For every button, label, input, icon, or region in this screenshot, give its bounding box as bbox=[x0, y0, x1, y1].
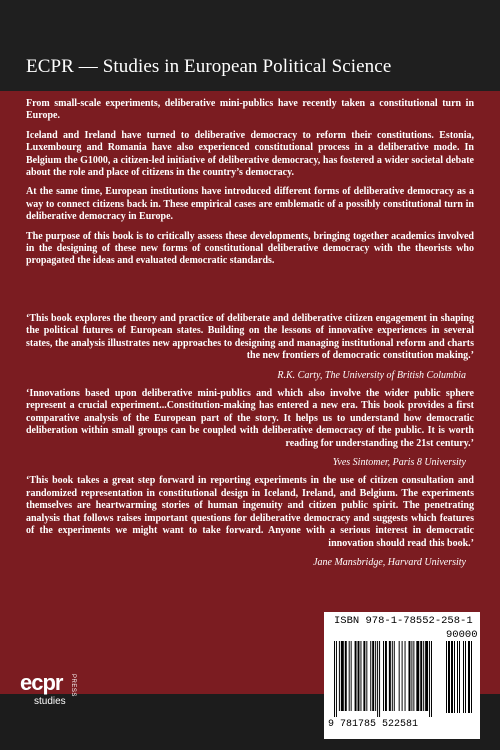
endorsement-text: ‘This book explores the theory and practice of deliberate and deliberative citizen engagement in shaping the political futures of European states. Building on the lessons of innovative experiences in several states, the analysis illustrates new approaches to designing and managing institutional reform and charts the new frontiers of democratic constitution making.’ bbox=[26, 313, 474, 362]
ean-digits: 9 781785 522581 bbox=[328, 719, 419, 730]
endorsement-attribution: Yves Sintomer, Paris 8 University bbox=[332, 457, 466, 469]
top-band bbox=[0, 0, 500, 91]
blurb-paragraph: At the same time, European institutions have introduced different forms of deliberative democracy as a way to connect citizens back in. These empirical cases are emblematic of a possibly constitutional turn in deliberative democracy in Europe. bbox=[26, 186, 474, 223]
blurb-paragraph: From small-scale experiments, deliberative mini-publics have recently taken a constitutional turn in Europe. bbox=[26, 98, 474, 122]
publisher-logo bbox=[20, 670, 82, 722]
endorsement-text: ‘This book takes a great step forward in reporting experiments in the use of citizen consultation and randomized representation in constitutional design in Iceland, Ireland, and Belgium. The experiments themselves are heartwarming stories of human ingenuity and citizen public spirit. The penetrating analysis that follows raises important questions for deliberative democracy and suggests which features of the experiments we might want to take forward. Anyone with a serious interest in democratic innovation should read this book.’ bbox=[26, 475, 474, 549]
endorsement-attribution: Jane Mansbridge, Harvard University bbox=[313, 556, 466, 568]
logo-sub-label: studies bbox=[34, 696, 66, 707]
book-blurb bbox=[26, 98, 474, 275]
endorsement bbox=[26, 475, 474, 569]
endorsement-text: ‘Innovations based upon deliberative mini-publics and which also involve the wider public sphere represent a crucial experiment...Constitution-making has entered a new era. This book provides a first comparative analysis of the European part of the story. It helps us to understand how democratic deliberation within small groups can be coupled with deliberative democracy of the public. It is worth reading for understanding the 21st century.’ bbox=[26, 388, 474, 449]
price-code: 90000 bbox=[446, 629, 478, 641]
endorsement-attribution: R.K. Carty, The University of British Columbia bbox=[277, 369, 466, 381]
logo-wordmark: ecpr bbox=[20, 670, 63, 695]
isbn-label: ISBN 978-1-78552-258-1 bbox=[334, 615, 473, 627]
series-title: ECPR — Studies in European Political Science bbox=[26, 56, 392, 77]
endorsement bbox=[26, 388, 474, 469]
barcode bbox=[324, 612, 480, 739]
barcode-addon-bars-icon bbox=[446, 641, 476, 715]
blurb-paragraph: Iceland and Ireland have turned to deliberative democracy to reform their constitutions. Estonia, Luxembourg and Romania have also experienced constitutional process in a deliberative mode. In Belgium the G1000, a citizen-led initiative of deliberative democracy, has fostered a wider societal debate about the role and place of citizens in the country’s democracy. bbox=[26, 129, 474, 179]
endorsement bbox=[26, 313, 474, 382]
endorsements bbox=[26, 313, 474, 575]
logo-press-label: PRESS bbox=[70, 674, 76, 697]
barcode-bars-icon bbox=[334, 641, 442, 717]
blurb-paragraph: The purpose of this book is to critically assess these developments, bringing together academics involved in the designing of these new forms of constitutional deliberative democracy with the theorists who propagated the ideas and evaluated democratic standards. bbox=[26, 230, 474, 267]
